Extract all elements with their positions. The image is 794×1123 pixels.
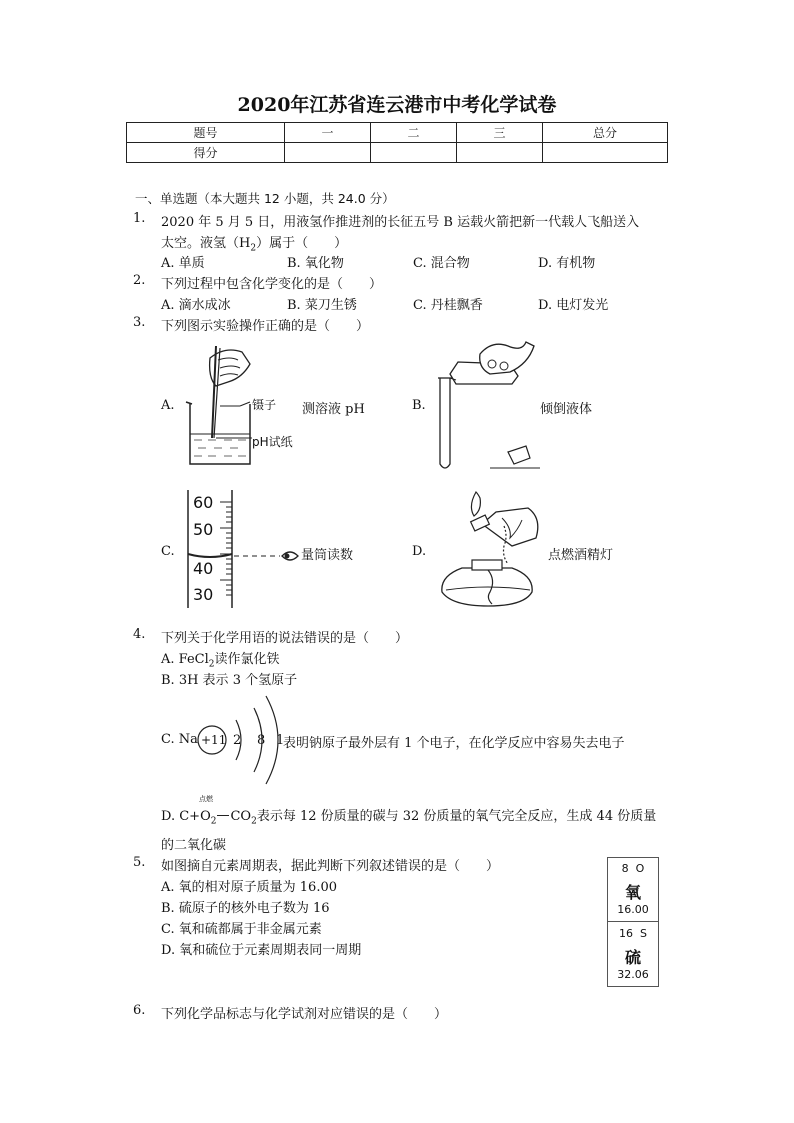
periodic-table-excerpt [607,857,659,987]
score-table [126,122,668,163]
shell-electrons: 1 [276,733,285,748]
option-b-label[interactable]: B. [412,398,426,413]
question-text: 下列化学品标志与化学试剂对应错误的是（ ） [161,1007,448,1022]
table-cell [285,143,371,163]
question-text: 下列关于化学用语的说法错误的是（ ） [161,631,409,646]
table-cell: 一 [285,123,371,143]
option-c[interactable]: C. 混合物 [413,256,470,271]
divider [608,921,658,922]
question-number: 4. [133,627,146,642]
option-c-label[interactable]: C. [161,544,175,559]
table-cell [371,143,457,163]
option-b[interactable]: B. 3H 表示 3 个氢原子 [161,673,298,688]
option-b[interactable]: B. 菜刀生锈 [287,298,357,313]
option-d[interactable]: D. 有机物 [538,256,596,271]
option-c-caption: 量筒读数 [301,548,354,563]
option-a[interactable]: A. 氧的相对原子质量为 16.00 [161,880,338,895]
option-d-label[interactable]: D. [412,544,427,559]
ph-paper-tag: pH试纸 [252,435,293,449]
ph-test-figure [180,338,300,470]
option-a-caption: 测溶液 pH [302,402,365,417]
question-text: 如图摘自元素周期表，据此判断下列叙述错误的是（ ） [161,859,500,874]
option-b-caption: 倾倒液体 [540,402,593,417]
tick-label: 50 [193,520,214,539]
option-b[interactable]: B. 氧化物 [287,256,344,271]
oxygen-number-symbol: 8 O [621,862,645,875]
alcohol-lamp-figure [432,484,548,612]
table-cell: 题号 [127,123,285,143]
question-number: 2. [133,273,146,288]
option-d[interactable]: D. $C+O_2$ $CO_2$表示每 12 份质量的碳与 32 份质量的氧气完全反应，生成 44 份质量 [161,809,657,827]
tick-label: 40 [193,559,214,578]
question-number: 1. [133,211,146,226]
option-d[interactable]: D. 氧和硫位于元素周期表同一周期 [161,943,362,958]
sulfur-name: 硫 [624,948,641,967]
tweezers-tag: 镊子 [252,398,277,412]
section-heading: 一、单选题（本大题共 12 小题，共 24.0 分） [135,191,395,206]
shell-electrons: 8 [257,733,266,748]
page-title: 2020年江苏省连云港市中考化学试卷 [237,94,557,116]
shell-electrons: 2 [233,733,242,748]
question-number: 6. [133,1003,146,1018]
option-c-prefix[interactable]: C. Na [161,732,198,747]
sulfur-number-symbol: 16 S [619,927,647,940]
nucleus-charge: +11 [201,733,227,747]
table-cell: 总分 [543,123,668,143]
option-c[interactable]: C. 氧和硫都属于非金属元素 [161,922,322,937]
option-c[interactable]: C. 丹桂飘香 [413,298,483,313]
tick-label: 30 [193,585,214,604]
option-a[interactable]: A. 滴水成冰 [161,298,231,313]
question-text: 下列过程中包含化学变化的是（ ） [161,277,383,292]
option-d-cont: 的二氧化碳 [161,838,227,853]
question-text: 下列图示实验操作正确的是（ ） [161,319,370,334]
sulfur-mass: 32.06 [617,968,649,981]
option-b[interactable]: B. 硫原子的核外电子数为 16 [161,901,330,916]
option-a[interactable]: A. 单质 [161,256,205,271]
score-table-row [127,143,668,163]
oxygen-name: 氧 [624,883,641,902]
option-d-caption: 点燃酒精灯 [548,548,614,563]
option-c-text: 表明钠原子最外层有 1 个电子，在化学反应中容易失去电子 [283,736,625,751]
reaction-condition: 点燃 [199,795,213,803]
table-cell [543,143,668,163]
table-cell: 得分 [127,143,285,163]
score-table-header-row [127,123,668,143]
question-text: 太空。液氢$(H_2)$属于（ ） [161,236,348,254]
option-a[interactable]: A. FeCl$_2$读作氯化铁 [161,652,280,670]
question-number: 5. [133,855,146,870]
oxygen-mass: 16.00 [617,903,649,916]
table-cell [457,143,543,163]
pour-liquid-figure [430,334,542,474]
option-d[interactable]: D. 电灯发光 [538,298,609,313]
tick-label: 60 [193,493,214,512]
question-number: 3. [133,315,146,330]
table-cell: 三 [457,123,543,143]
option-a-label[interactable]: A. [161,398,175,413]
table-cell: 二 [371,123,457,143]
question-text: 2020 年 5 月 5 日，用液氢作推进剂的长征五号 B 运载火箭把新一代载人飞船送入 [161,215,640,230]
